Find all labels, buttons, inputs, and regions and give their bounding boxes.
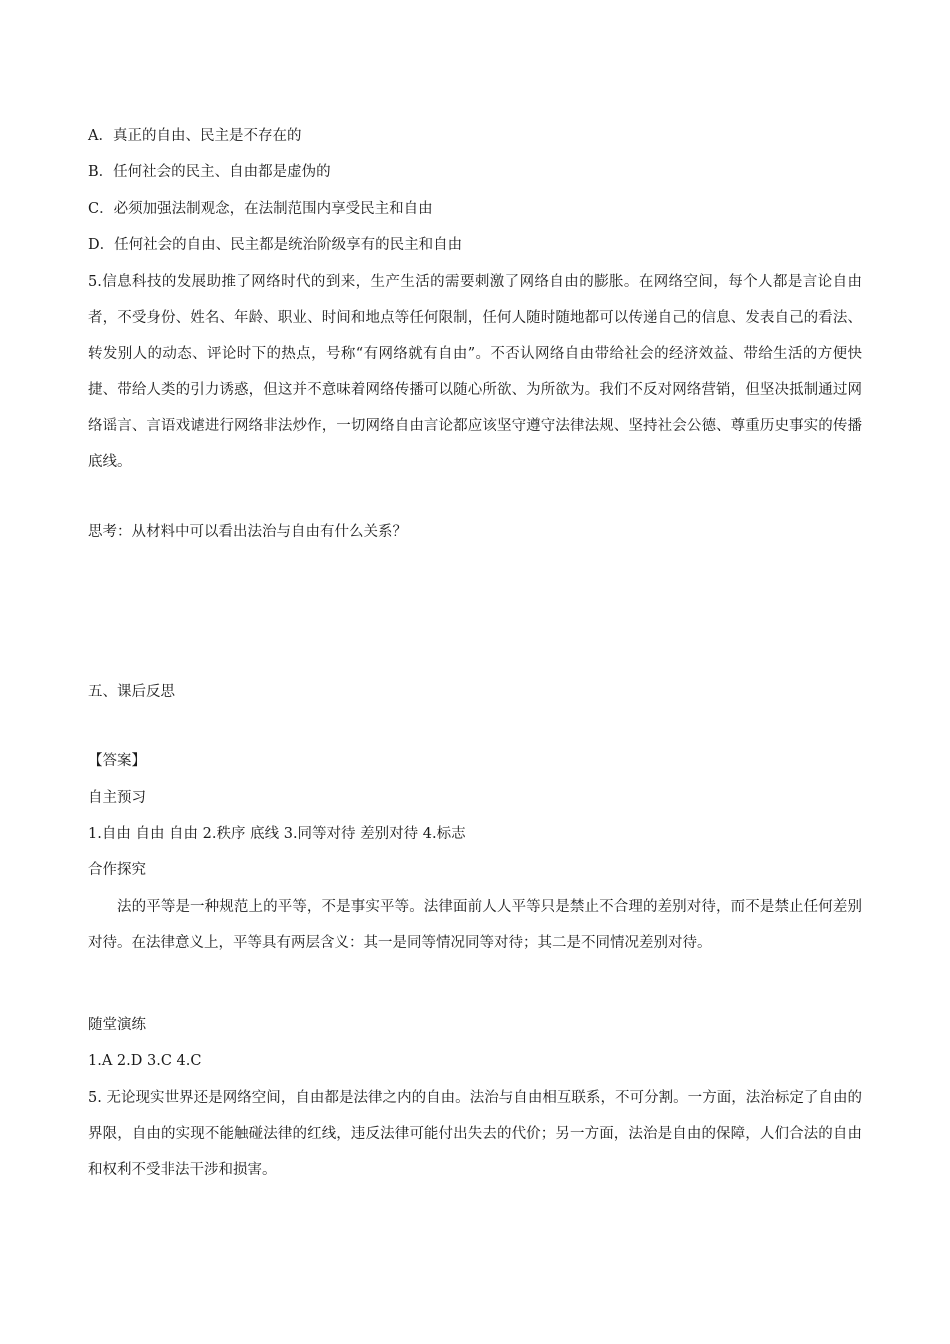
reflection-heading: 五、课后反思 (88, 684, 175, 700)
self-study-heading: 自主预习 (88, 790, 146, 806)
cooperation-answer: 法的平等是一种规范上的平等，不是事实平等。法律面前人人平等只是禁止不合理的差别对待，而不是禁止任何差别对待。在法律意义上，平等具有两层含义：其一是同等情况同等对待；其二是不同情况差别对待。 (88, 899, 862, 951)
option-d: D．任何社会的自由、民主都是统治阶级享有的民主和自由 (88, 237, 463, 253)
option-a: A．真正的自由、民主是不存在的 (88, 128, 302, 144)
cooperation-heading: 合作探究 (88, 862, 146, 878)
question-5-prompt: 思考：从材料中可以看出法治与自由有什么关系？ (88, 524, 407, 540)
option-c: C．必须加强法制观念，在法制范围内享受民主和自由 (88, 201, 433, 217)
practice-answers: 1.A 2.D 3.C 4.C (88, 1053, 202, 1069)
option-b: B．任何社会的民主、自由都是虚伪的 (88, 164, 331, 180)
self-study-answers: 1.自由 自由 自由 2.秩序 底线 3.同等对待 差别对待 4.标志 (88, 826, 466, 842)
practice-heading: 随堂演练 (88, 1017, 146, 1033)
question-5-material: 5.信息科技的发展助推了网络时代的到来，生产生活的需要刺激了网络自由的膨胀。在网络空间，每个人都是言论自由者，不受身份、姓名、年龄、职业、时间和地点等任何限制，任何人随时随地都可以传递自己的信息、发表自己的看法、转发别人的动态、评论时下的热点，号称“有网络就有自由”。不否认网络自由带给社会的经济效益、带给生活的方便快捷、带给人类的引力诱惑，但这并不意味着网络传播可以随心所欲、为所欲为。我们不反对网络营销，但坚决抵制通过网络谣言、言语戏谑进行网络非法炒作，一切网络自由言论都应该坚守遵守法律法规、坚持社会公德、尊重历史事实的传播底线。 (88, 274, 862, 470)
practice-question-5-answer: 5. 无论现实世界还是网络空间，自由都是法律之内的自由。法治与自由相互联系，不可分割。一方面，法治标定了自由的界限，自由的实现不能触碰法律的红线，违反法律可能付出失去的代价；另一方面，法治是自由的保障，人们合法的自由和权利不受非法干涉和损害。 (88, 1090, 862, 1178)
answers-heading: 【答案】 (88, 753, 146, 769)
